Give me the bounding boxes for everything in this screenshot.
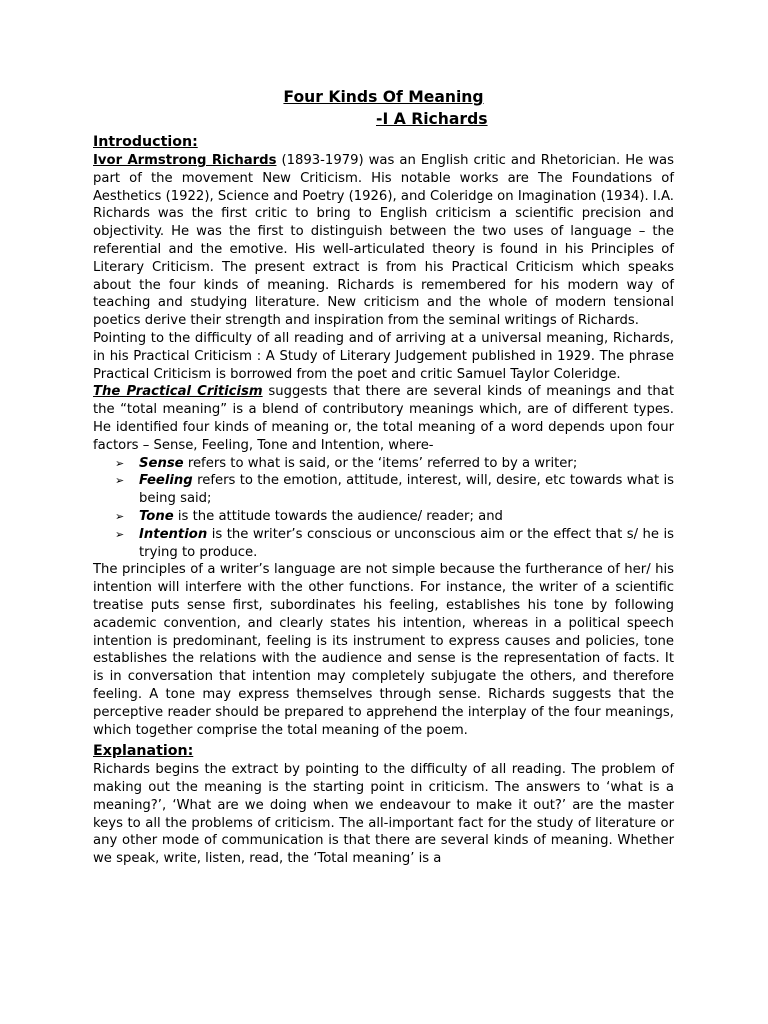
- arrow-bullet-icon: ➢: [115, 527, 125, 541]
- list-item-intention: [115, 526, 674, 562]
- list-item-tone: [115, 508, 674, 526]
- introduction-heading: Introduction:: [93, 134, 198, 150]
- arrow-bullet-icon: ➢: [115, 474, 125, 488]
- practical-criticism-paragraph: Pointing to the difficulty of all reading and of arriving at a universal meaning, Richards, in his Practical Criticism : A Study of Literary Judgement published in 1929. The phrase Practical Criticism is borrowed from the poet and critic Samuel Taylor Coleridge.: [93, 330, 674, 382]
- term-intention: Intention: [139, 526, 208, 542]
- four-factors-text: suggests that there are several kinds of meanings and that the “total meaning” is a blend of contributory meanings which, are of different types. He identified four kinds of meaning or, the total meaning of a word depends upon four factors – Sense, Feeling, Tone and Intention, where-: [93, 384, 675, 453]
- explanation-paragraph: Richards begins the extract by pointing to the difficulty of all reading. The problem of making out the meaning is the starting point in criticism. The answers to ‘what is a meaning?’, ‘What are we doing when we endeavour to make it out?’ are the master keys to all the problems of criticism. The all-important fact for the study of literature or any other mode of communication is that there are several kinds of meaning. Whether we speak, write, listen, read, the ‘Total meaning’ is a: [93, 762, 674, 867]
- author-name: Ivor Armstrong Richards: [93, 153, 277, 168]
- introduction-paragraph: [93, 152, 674, 330]
- principles-paragraph: The principles of a writer’s language are not simple because the furtherance of her/ his intention will interfere with the other functions. For instance, the writer of a scientific treatise puts sense first, subordinates his feeling, establishes his tone by following academic convention, and clearly states his intention, whereas in a political speech intention is predominant, feeling is its instrument to express causes and policies, tone establishes the relations with the audience and sense is the representation of facts. It is in conversation that intention may completely subjugate the others, and therefore feeling. A tone may express themselves through sense. Richards suggests that the perceptive reader should be prepared to apprehend the interplay of the four meanings, which together comprise the total meaning of the poem.: [93, 562, 674, 738]
- arrow-bullet-icon: ➢: [115, 509, 125, 523]
- explanation-heading: Explanation:: [93, 743, 194, 760]
- document-page: [93, 86, 674, 868]
- introduction-text: (1893-1979) was an English critic and Rhetorician. He was part of the movement New Criticism. His notable works are The Foundations of Aesthetics (1922), Science and Poetry (1926), and Coleridge on Imagination (1934). I.A. Richards was the first critic to bring to English criticism a scientific precision and objectivity. He was the first to distinguish between the two uses of language – the referential and the emotive. His well-articulated theory is found in his Principles of Literary Criticism. The present extract is from his Practical Criticism which speaks about the four kinds of meaning. Richards is remembered for his modern way of teaching and studying literature. New criticism and the whole of modern tensional poetics derive their strength and inspiration from the seminal writings of Richards.: [93, 153, 674, 329]
- document-title-block: [93, 86, 674, 130]
- list-item-feeling: [115, 472, 674, 508]
- term-tone: Tone: [139, 508, 174, 524]
- term-feeling: Feeling: [139, 473, 193, 489]
- list-item-sense: [115, 455, 674, 473]
- meaning-factor-list: [93, 455, 674, 562]
- term-sense: Sense: [139, 455, 184, 471]
- practical-criticism-lead: The Practical Criticism: [93, 384, 263, 400]
- definition-sense: refers to what is said, or the ‘items’ referred to by a writer;: [183, 455, 578, 471]
- definition-tone: is the attitude towards the audience/ reader; and: [173, 508, 503, 524]
- document-title: Four Kinds Of Meaning: [283, 88, 484, 106]
- arrow-bullet-icon: ➢: [115, 456, 125, 470]
- definition-intention: is the writer’s conscious or unconscious aim or the effect that s/ he is trying to produce.: [139, 526, 674, 560]
- four-factors-paragraph: [93, 383, 674, 454]
- document-author: -I A Richards: [376, 110, 488, 128]
- definition-feeling: refers to the emotion, attitude, interest, will, desire, etc towards what is being said;: [139, 473, 674, 507]
